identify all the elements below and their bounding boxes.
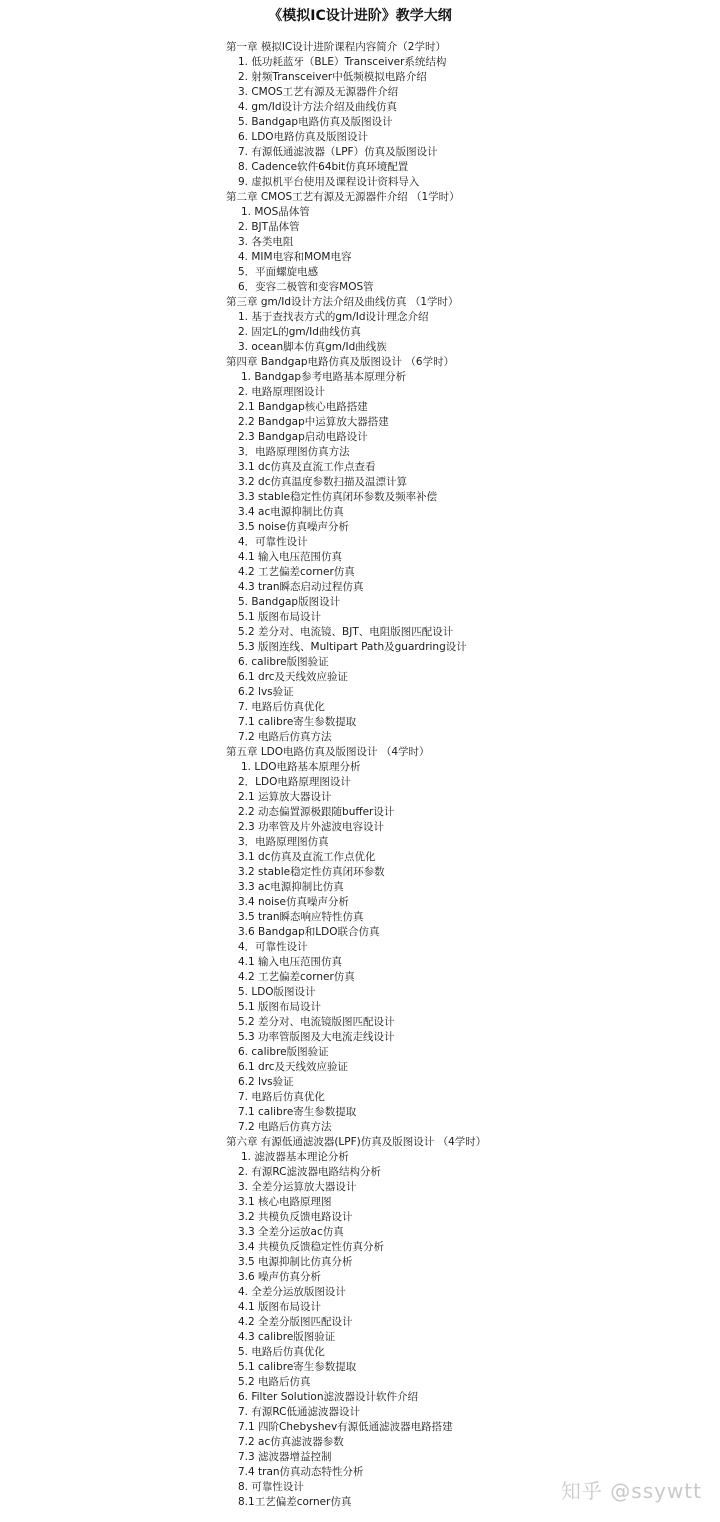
outline-item: 6．变容二极管和变容MOS管 bbox=[238, 281, 374, 293]
chapter-heading: 第五章 LDO电路仿真及版图设计 （4学时） bbox=[226, 746, 430, 758]
outline-item: 3．电路原理图仿真 bbox=[238, 836, 329, 848]
outline-item: 5.1 版图布局设计 bbox=[238, 611, 322, 623]
outline-item: 3.6 Bandgap和LDO联合仿真 bbox=[238, 926, 380, 938]
outline-item: 3.4 共模负反馈稳定性仿真分析 bbox=[238, 1241, 385, 1253]
watermark: 知乎 @ssywtt bbox=[560, 1479, 702, 1503]
outline-item: 4.2 工艺偏差corner仿真 bbox=[238, 971, 355, 983]
outline-item: 3.4 noise仿真噪声分析 bbox=[238, 896, 349, 908]
outline-item: 4．可靠性设计 bbox=[238, 941, 308, 953]
chapter-heading: 第一章 模拟IC设计进阶课程内容简介（2学时） bbox=[226, 41, 446, 53]
outline-item: 6.2 lvs验证 bbox=[238, 686, 294, 698]
outline-item: 4.2 工艺偏差corner仿真 bbox=[238, 566, 355, 578]
chapter-heading: 第六章 有源低通滤波器(LPF)仿真及版图设计 （4学时） bbox=[226, 1136, 487, 1148]
outline-item: 7.4 tran仿真动态特性分析 bbox=[238, 1466, 364, 1478]
outline-item: 5.1 calibre寄生参数提取 bbox=[238, 1361, 357, 1373]
outline-item: 4.1 输入电压范围仿真 bbox=[238, 551, 343, 563]
outline-item: 4.1 输入电压范围仿真 bbox=[238, 956, 343, 968]
outline-item: 1. MOS晶体管 bbox=[241, 206, 310, 218]
outline-item: 7.2 电路后仿真方法 bbox=[238, 1121, 332, 1133]
outline-item: 3.3 stable稳定性仿真闭环参数及频率补偿 bbox=[238, 491, 438, 503]
outline-item: 3.3 全差分运放ac仿真 bbox=[238, 1226, 344, 1238]
outline-item: 6.2 lvs验证 bbox=[238, 1076, 294, 1088]
outline-item: 1. 基于查找表方式的gm/Id设计理念介绍 bbox=[238, 311, 429, 323]
outline-item: 3.5 tran瞬态响应特性仿真 bbox=[238, 911, 364, 923]
outline-item: 2.2 动态偏置源极跟随buffer设计 bbox=[238, 806, 395, 818]
outline-item: 4. gm/Id设计方法介绍及曲线仿真 bbox=[238, 101, 398, 113]
outline-item: 4. MIM电容和MOM电容 bbox=[238, 251, 352, 263]
outline-item: 5.1 版图布局设计 bbox=[238, 1001, 322, 1013]
outline-item: 2．LDO电路原理图设计 bbox=[238, 776, 351, 788]
outline-item: 3. 各类电阻 bbox=[238, 236, 294, 248]
outline-item: 5. LDO版图设计 bbox=[238, 986, 316, 998]
outline-item: 6.1 drc及天线效应验证 bbox=[238, 671, 349, 683]
outline-item: 7.1 calibre寄生参数提取 bbox=[238, 1106, 357, 1118]
outline-item: 4.1 版图布局设计 bbox=[238, 1301, 322, 1313]
outline-item: 2. 射频Transceiver中低频模拟电路介绍 bbox=[238, 71, 427, 83]
outline-item: 4．可靠性设计 bbox=[238, 536, 308, 548]
outline-item: 5．平面螺旋电感 bbox=[238, 266, 319, 278]
outline-item: 8.1工艺偏差corner仿真 bbox=[238, 1496, 352, 1508]
outline-item: 5. 电路后仿真优化 bbox=[238, 1346, 325, 1358]
outline-item: 5.2 差分对、电流镜、BJT、电阻版图匹配设计 bbox=[238, 626, 454, 638]
outline-item: 7. 电路后仿真优化 bbox=[238, 701, 325, 713]
outline-item: 3.5 noise仿真噪声分析 bbox=[238, 521, 349, 533]
outline-item: 2.3 Bandgap启动电路设计 bbox=[238, 431, 368, 443]
outline-item: 7.1 四阶Chebyshev有源低通滤波器电路搭建 bbox=[238, 1421, 453, 1433]
outline-item: 3.2 dc仿真温度参数扫描及温漂计算 bbox=[238, 476, 407, 488]
outline-item: 5.2 差分对、电流镜版图匹配设计 bbox=[238, 1016, 395, 1028]
outline-item: 5.2 电路后仿真 bbox=[238, 1376, 311, 1388]
syllabus-outline bbox=[226, 40, 706, 1510]
chapter-heading: 第二章 CMOS工艺有源及无源器件介绍 （1学时） bbox=[226, 191, 460, 203]
outline-item: 2.3 功率管及片外滤波电容设计 bbox=[238, 821, 385, 833]
outline-item: 6. Filter Solution滤波器设计软件介绍 bbox=[238, 1391, 418, 1403]
outline-item: 4. 全差分运放版图设计 bbox=[238, 1286, 346, 1298]
outline-item: 1. Bandgap参考电路基本原理分析 bbox=[241, 371, 407, 383]
outline-item: 3.4 ac电源抑制比仿真 bbox=[238, 506, 344, 518]
outline-item: 8. Cadence软件64bit仿真环境配置 bbox=[238, 161, 409, 173]
outline-item: 7.2 电路后仿真方法 bbox=[238, 731, 332, 743]
outline-item: 7.2 ac仿真滤波器参数 bbox=[238, 1436, 344, 1448]
outline-item: 7. 电路后仿真优化 bbox=[238, 1091, 325, 1103]
outline-item: 7.3 滤波器增益控制 bbox=[238, 1451, 332, 1463]
outline-item: 4.2 全差分版图匹配设计 bbox=[238, 1316, 353, 1328]
outline-item: 2.2 Bandgap中运算放大器搭建 bbox=[238, 416, 389, 428]
outline-item: 3. 全差分运算放大器设计 bbox=[238, 1181, 357, 1193]
outline-item: 5. Bandgap版图设计 bbox=[238, 596, 341, 608]
chapter-heading: 第三章 gm/Id设计方法介绍及曲线仿真 （1学时） bbox=[226, 296, 459, 308]
outline-item: 1. LDO电路基本原理分析 bbox=[241, 761, 361, 773]
outline-item: 2. BJT晶体管 bbox=[238, 221, 300, 233]
outline-item: 3.3 ac电源抑制比仿真 bbox=[238, 881, 344, 893]
outline-item: 3.1 dc仿真及直流工作点优化 bbox=[238, 851, 376, 863]
outline-item: 6.1 drc及天线效应验证 bbox=[238, 1061, 349, 1073]
outline-item: 4.3 calibre版图验证 bbox=[238, 1331, 336, 1343]
outline-item: 7. 有源低通滤波器（LPF）仿真及版图设计 bbox=[238, 146, 438, 158]
outline-item: 7.1 calibre寄生参数提取 bbox=[238, 716, 357, 728]
outline-item: 3.2 共模负反馈电路设计 bbox=[238, 1211, 353, 1223]
page-title: 《模拟IC设计进阶》教学大纲 bbox=[268, 8, 452, 24]
outline-item: 2. 固定L的gm/Id曲线仿真 bbox=[238, 326, 361, 338]
outline-item: 3.5 电源抑制比仿真分析 bbox=[238, 1256, 353, 1268]
outline-item: 1. 低功耗蓝牙（BLE）Transceiver系统结构 bbox=[238, 56, 447, 68]
outline-item: 6. calibre版图验证 bbox=[238, 656, 329, 668]
outline-item: 5.3 功率管版图及大电流走线设计 bbox=[238, 1031, 395, 1043]
outline-item: 3.2 stable稳定性仿真闭环参数 bbox=[238, 866, 385, 878]
outline-item: 3. ocean脚本仿真gm/Id曲线族 bbox=[238, 341, 387, 353]
outline-item: 3.1 核心电路原理图 bbox=[238, 1196, 332, 1208]
outline-item: 5.3 版图连线、Multipart Path及guardring设计 bbox=[238, 641, 467, 653]
outline-item: 2.1 运算放大器设计 bbox=[238, 791, 332, 803]
outline-item: 3．电路原理图仿真方法 bbox=[238, 446, 350, 458]
outline-item: 6. LDO电路仿真及版图设计 bbox=[238, 131, 369, 143]
outline-item: 7. 有源RC低通滤波器设计 bbox=[238, 1406, 360, 1418]
outline-item: 4.3 tran瞬态启动过程仿真 bbox=[238, 581, 364, 593]
outline-item: 3.1 dc仿真及直流工作点查看 bbox=[238, 461, 376, 473]
outline-item: 8. 可靠性设计 bbox=[238, 1481, 304, 1493]
chapter-heading: 第四章 Bandgap电路仿真及版图设计 （6学时） bbox=[226, 356, 455, 368]
outline-item: 6. calibre版图验证 bbox=[238, 1046, 329, 1058]
outline-item: 9. 虚拟机平台使用及课程设计资料导入 bbox=[238, 176, 420, 188]
outline-item: 5. Bandgap电路仿真及版图设计 bbox=[238, 116, 393, 128]
outline-item: 1. 滤波器基本理论分析 bbox=[241, 1151, 349, 1163]
outline-item: 2.1 Bandgap核心电路搭建 bbox=[238, 401, 368, 413]
outline-item: 3.6 噪声仿真分析 bbox=[238, 1271, 322, 1283]
outline-item: 2. 有源RC滤波器电路结构分析 bbox=[238, 1166, 381, 1178]
outline-item: 3. CMOS工艺有源及无源器件介绍 bbox=[238, 86, 399, 98]
outline-item: 2. 电路原理图设计 bbox=[238, 386, 325, 398]
